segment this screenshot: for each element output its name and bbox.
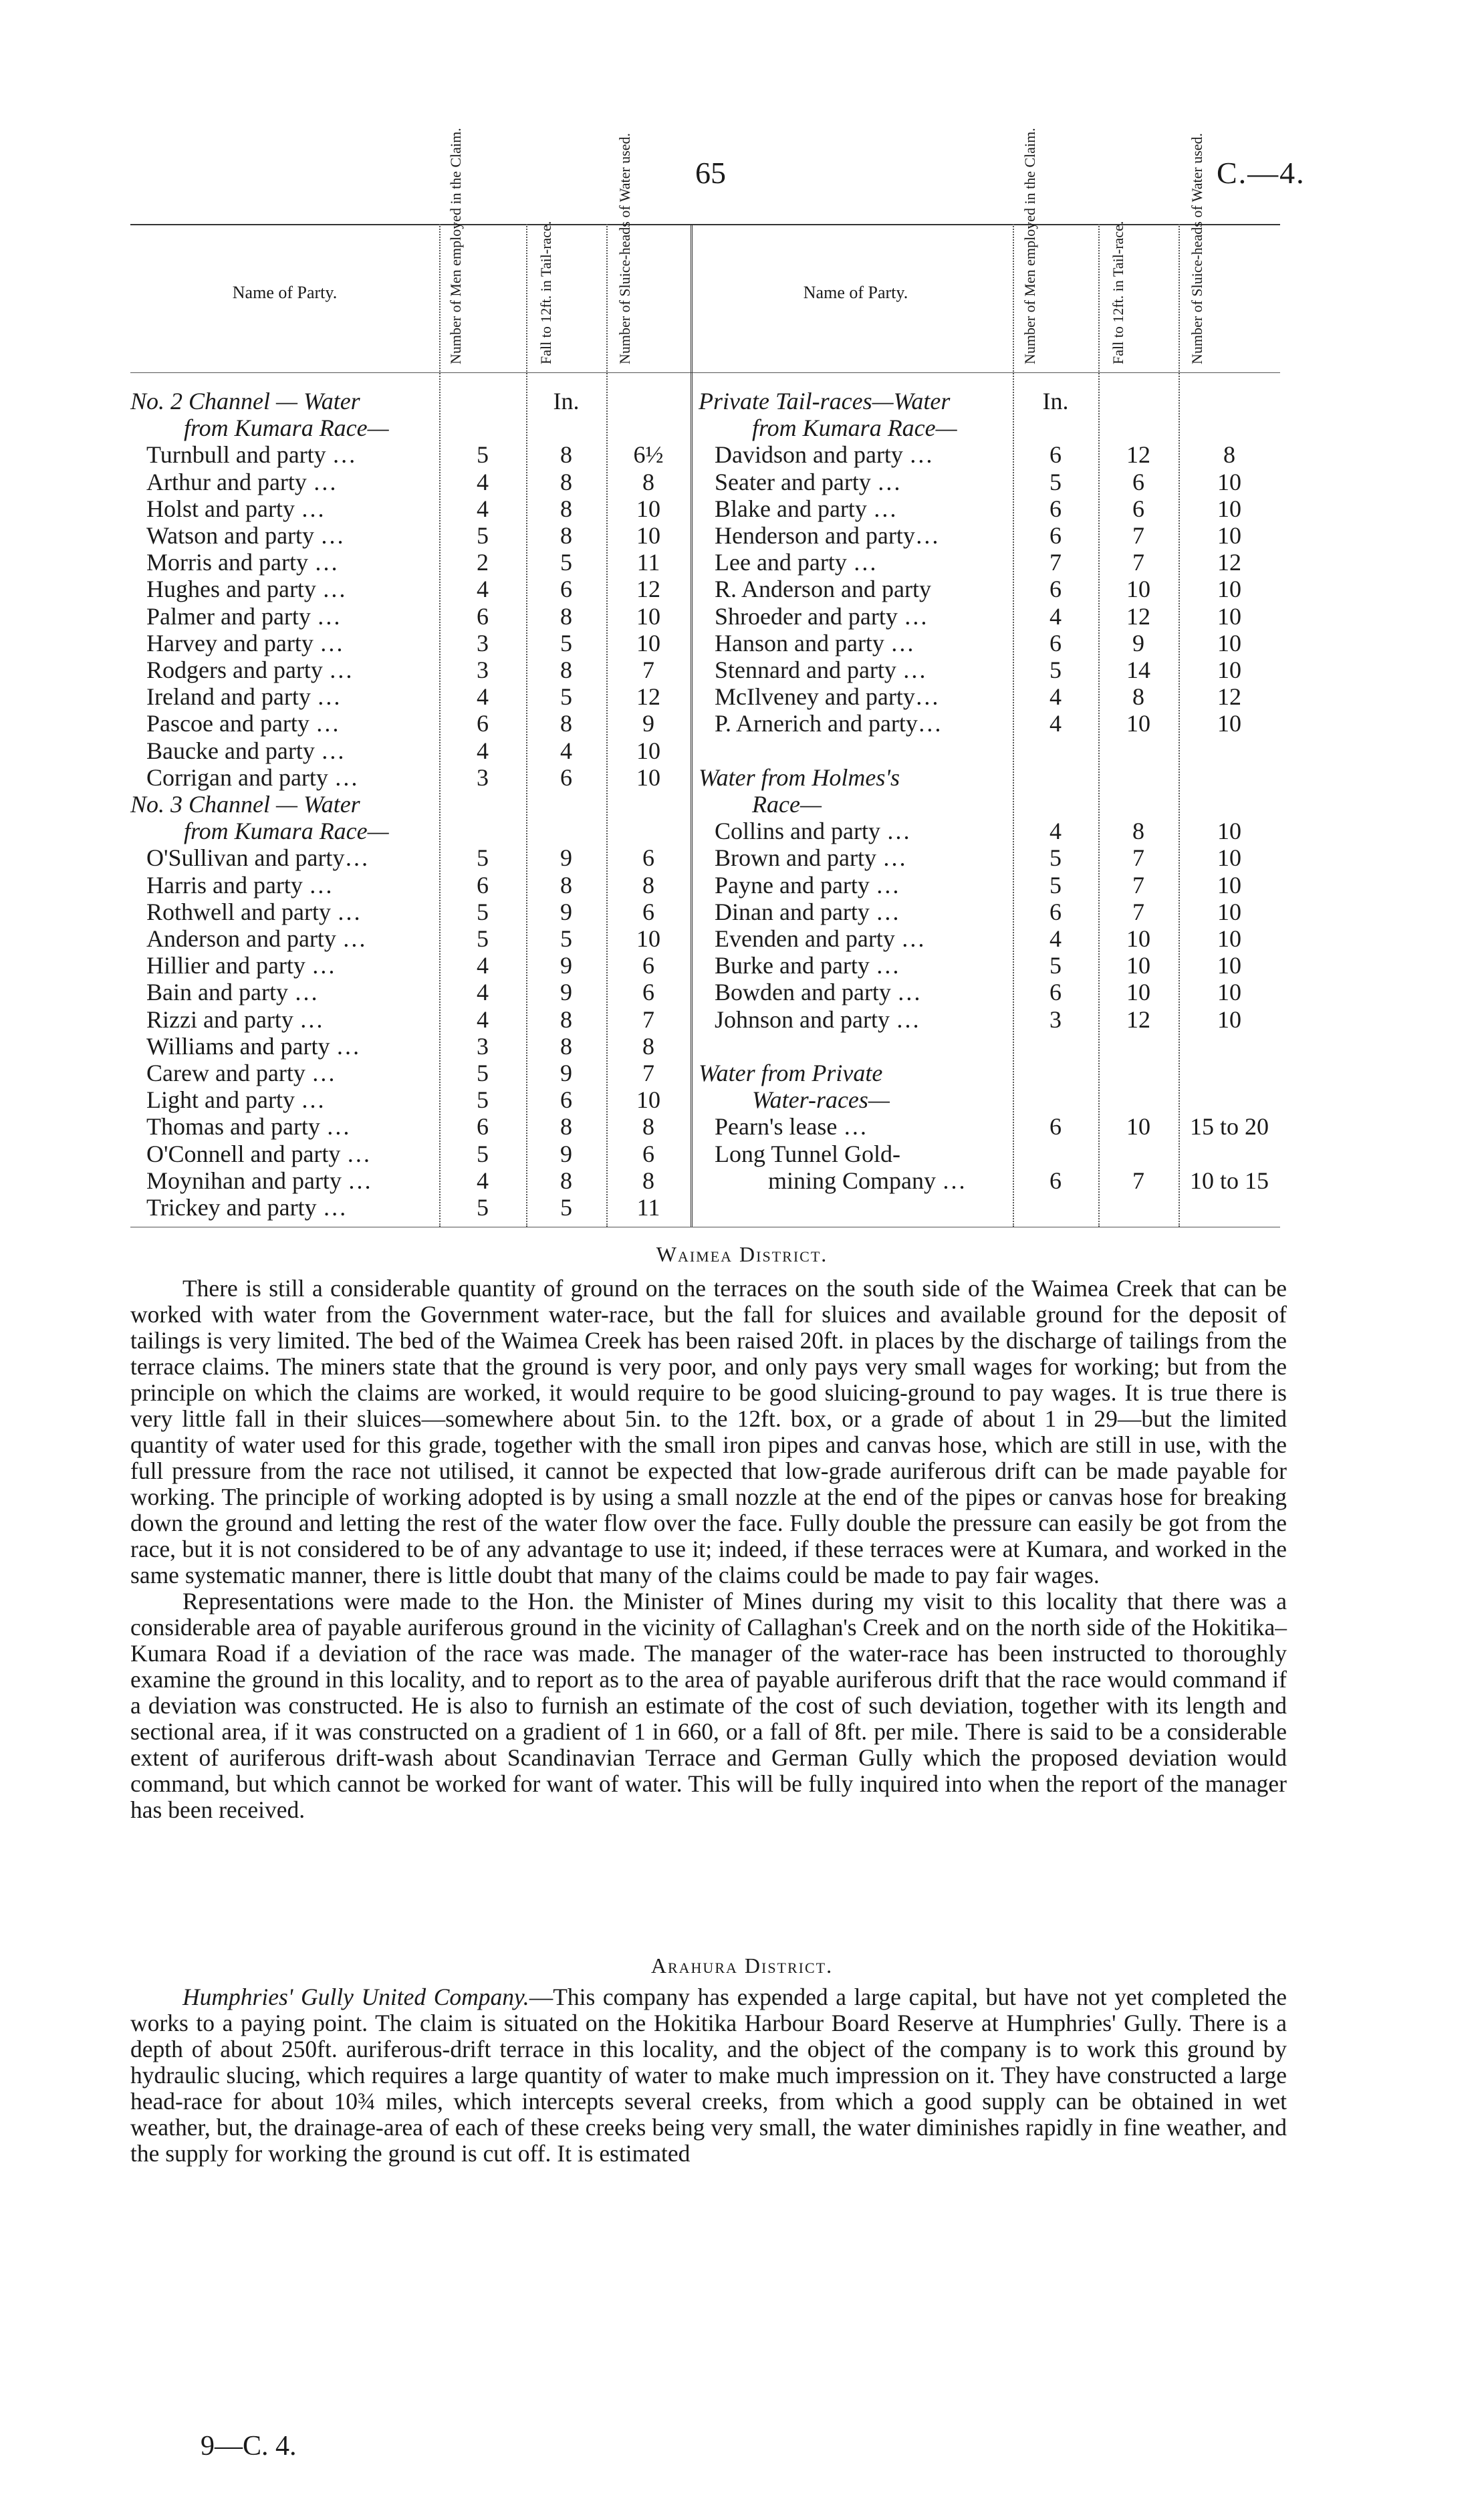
party-name: O'Sullivan and party… xyxy=(146,844,369,872)
cell-fall: 9 xyxy=(560,1140,572,1167)
cell-men: 3 xyxy=(477,763,489,791)
cell-men: 4 xyxy=(477,683,489,711)
cell-men: 6 xyxy=(477,1113,489,1141)
cell-heads: 6 xyxy=(642,844,654,872)
party-name: Pascoe and party … xyxy=(146,710,340,737)
cell-heads: 10 xyxy=(1217,979,1241,1006)
party-name: Hillier and party … xyxy=(146,952,336,979)
cell-fall: 10 xyxy=(1126,952,1150,979)
cell-fall: 8 xyxy=(560,1167,572,1194)
cell-fall: 8 xyxy=(1132,818,1144,845)
party-name: Thomas and party … xyxy=(146,1113,350,1141)
party-name: Turnbull and party … xyxy=(146,441,356,469)
header-heads-right: Number of Sluice-heads of Water used. xyxy=(1189,132,1205,364)
cell-heads: 10 xyxy=(1217,629,1241,657)
table-row xyxy=(699,657,1280,683)
table-row xyxy=(699,630,1280,657)
cell-heads: 6 xyxy=(642,898,654,925)
cell-fall: 8 xyxy=(560,441,572,469)
party-name: Collins and party … xyxy=(715,818,910,845)
party-name: Palmer and party … xyxy=(146,602,341,630)
cell-men: 3 xyxy=(477,657,489,683)
waimea-heading: Waimea District. xyxy=(656,1242,828,1266)
cell-heads: 10 xyxy=(636,737,660,764)
cell-fall: In. xyxy=(553,388,580,414)
party-name: R. Anderson and party xyxy=(715,576,931,603)
cell-men: 4 xyxy=(477,979,489,1006)
table-row xyxy=(699,388,1280,414)
cell-men: 5 xyxy=(477,1194,489,1221)
cell-fall: 6 xyxy=(1132,468,1144,495)
cell-men: 4 xyxy=(1049,818,1062,845)
party-name: Corrigan and party … xyxy=(146,763,358,791)
cell-heads: 11 xyxy=(636,1194,660,1221)
party-name: No. 2 Channel — Water xyxy=(130,388,360,414)
party-name: No. 3 Channel — Water xyxy=(130,791,360,818)
cell-heads: 7 xyxy=(642,1005,654,1033)
cell-fall: 10 xyxy=(1126,710,1150,737)
page-number: 65 xyxy=(695,156,726,190)
party-name: from Kumara Race— xyxy=(184,818,389,845)
party-name: Evenden and party … xyxy=(715,925,925,952)
table-row xyxy=(699,710,1280,737)
cell-heads: 10 xyxy=(1217,844,1241,872)
cell-heads: 8 xyxy=(642,468,654,495)
party-name: Brown and party … xyxy=(715,844,906,872)
arahura-paragraph-text: —This company has expended a large capital, but have not yet completed the works to a paying point. The claim is situated on the Hokitika Harbour Board Reserve at Humphries' Gully. There is a depth of about 250ft. auriferous-drift terrace in this locality, and the object of the company is to work this ground by hydraulic slucing, which requires a large quantity of water to make much impression on it. They have constructed a large head-race for about 10¾ miles, which intercepts several creeks, from which a good supply can be obtained in wet weather, but, the drainage-area of each of these creeks being very small, the water diminishes rapidly in fine weather, and the supply for working the ground is cut off. It is estimated xyxy=(130,1984,1287,2167)
table-row xyxy=(130,764,691,791)
cell-fall: 8 xyxy=(1132,683,1144,711)
table-row xyxy=(130,952,691,979)
table-row xyxy=(130,1033,691,1060)
table-row xyxy=(699,925,1280,952)
table-row xyxy=(699,1006,1280,1033)
table-row xyxy=(699,522,1280,549)
party-name: Water-races— xyxy=(752,1086,890,1114)
table-top-rule xyxy=(130,224,1280,225)
cell-men: 3 xyxy=(477,629,489,657)
party-name: McIlveney and party… xyxy=(715,683,939,711)
cell-fall: 12 xyxy=(1126,441,1150,469)
party-name: Shroeder and party … xyxy=(715,602,928,630)
cell-heads: 10 xyxy=(1217,1005,1241,1033)
cell-heads: 15 to 20 xyxy=(1189,1113,1269,1141)
cell-heads: 10 xyxy=(1217,468,1241,495)
cell-men: 5 xyxy=(1049,844,1062,872)
party-name: P. Arnerich and party… xyxy=(715,710,942,737)
cell-men: 7 xyxy=(1049,549,1062,576)
cell-fall: 6 xyxy=(560,763,572,791)
cell-heads: 8 xyxy=(1223,441,1235,469)
table-row xyxy=(130,630,691,657)
table-row xyxy=(699,818,1280,844)
cell-fall: 7 xyxy=(1132,871,1144,899)
header-fall-left: Fall to 12ft. in Tail-race. xyxy=(537,221,554,364)
table-row xyxy=(130,1113,691,1140)
cell-men: 2 xyxy=(477,549,489,576)
cell-fall: 10 xyxy=(1126,979,1150,1006)
table-row xyxy=(130,1086,691,1113)
cell-men: 6 xyxy=(1049,898,1062,925)
party-name: from Kumara Race— xyxy=(184,414,389,442)
table-row xyxy=(699,791,1280,818)
party-name: Race— xyxy=(752,791,822,818)
table-row xyxy=(699,899,1280,925)
waimea-paragraph-1: There is still a considerable quantity of ground on the terraces on the south side of the Waimea Creek that can be worked with water from the Government water-race, but the fall for sluices and available ground for the deposit of tailings is very limited. The bed of the Waimea Creek has been raised 20ft. in places by the discharge of tailings from the terrace claims. The miners state that the ground is very poor, and only pays very small wages for working; but from the principle on which the claims are worked, it would require to be good sluicing-ground to pay wages. It is true there is very little fall in their sluices—somewhere about 5in. to the 12ft. box, or a grade of about 1 in 29—but the limited quantity of water used for this grade, together with the small iron pipes and canvas hose, which are still in use, with the full pressure from the race not utilised, it cannot be expected that low-grade auriferous drift can be made payable for working. The principle of working adopted is by using a small nozzle at the end of the pipes or canvas hose for breaking down the ground and letting the rest of the water flow over the face. Fully double the pressure can easily be got from the race, but it is not considered to be of any advantage to use it; indeed, if these terraces were at Kumara, and worked in the same systematic manner, there is little doubt that many of the claims could be made to pay fair wages. xyxy=(130,1275,1287,1588)
table-row xyxy=(130,683,691,710)
table-row xyxy=(130,844,691,871)
party-name: Harvey and party … xyxy=(146,629,344,657)
cell-men: 4 xyxy=(477,1167,489,1194)
cell-fall: 9 xyxy=(560,979,572,1006)
party-name: Bain and party … xyxy=(146,979,318,1006)
cell-fall: 8 xyxy=(560,602,572,630)
party-name: Harris and party … xyxy=(146,871,333,899)
cell-fall: 6 xyxy=(560,1086,572,1114)
table-row xyxy=(130,791,691,818)
cell-heads: 10 xyxy=(1217,576,1241,603)
cell-fall: 7 xyxy=(1132,522,1144,549)
table-row xyxy=(130,522,691,549)
party-name: Bowden and party … xyxy=(715,979,921,1006)
party-name: Arthur and party … xyxy=(146,468,337,495)
cell-fall: 5 xyxy=(560,683,572,711)
cell-heads: 10 xyxy=(636,522,660,549)
cell-men: 4 xyxy=(1049,602,1062,630)
table-row xyxy=(130,925,691,952)
cell-heads: 8 xyxy=(642,1113,654,1141)
cell-heads: 10 xyxy=(1217,952,1241,979)
cell-fall: 9 xyxy=(1132,629,1144,657)
cell-men: 5 xyxy=(1049,871,1062,899)
party-name: Long Tunnel Gold- xyxy=(715,1140,901,1167)
cell-fall: 5 xyxy=(560,629,572,657)
header-fall-right: Fall to 12ft. in Tail-race. xyxy=(1110,221,1126,364)
party-name: Williams and party … xyxy=(146,1032,360,1060)
cell-fall: 8 xyxy=(560,710,572,737)
cell-men: 6 xyxy=(1049,1167,1062,1194)
cell-heads: 12 xyxy=(636,683,660,711)
cell-men: 4 xyxy=(1049,925,1062,952)
party-name: Moynihan and party … xyxy=(146,1167,372,1194)
cell-men: 5 xyxy=(477,844,489,872)
cell-fall: 8 xyxy=(560,1032,572,1060)
table-row xyxy=(699,979,1280,1005)
cell-men: 5 xyxy=(477,898,489,925)
cell-men: 5 xyxy=(477,1060,489,1086)
cell-fall: 8 xyxy=(560,657,572,683)
table-row xyxy=(130,495,691,522)
cell-fall: 9 xyxy=(560,1060,572,1086)
party-name: Rodgers and party … xyxy=(146,657,353,683)
table-row xyxy=(699,469,1280,495)
table-row xyxy=(699,1033,1280,1060)
party-name: Dinan and party … xyxy=(715,898,900,925)
table-row xyxy=(699,764,1280,791)
cell-fall: 4 xyxy=(560,737,572,764)
cell-heads: 10 xyxy=(636,763,660,791)
cell-heads: 7 xyxy=(642,1060,654,1086)
party-name: Davidson and party … xyxy=(715,441,933,469)
cell-fall: 10 xyxy=(1126,925,1150,952)
cell-heads: 6 xyxy=(642,979,654,1006)
cell-men: 5 xyxy=(1049,657,1062,683)
table-row xyxy=(130,603,691,630)
party-name: mining Company … xyxy=(768,1167,966,1194)
party-name: Morris and party … xyxy=(146,549,338,576)
cell-fall: 10 xyxy=(1126,576,1150,603)
cell-men: 4 xyxy=(1049,710,1062,737)
cell-men: 6 xyxy=(1049,495,1062,522)
party-name: Holst and party … xyxy=(146,495,325,522)
party-name: Water from Private xyxy=(699,1060,883,1086)
arahura-heading: Arahura District. xyxy=(650,1953,834,1978)
cell-heads: 12 xyxy=(636,576,660,603)
party-name: Rizzi and party … xyxy=(146,1005,324,1033)
cell-heads: 6 xyxy=(642,952,654,979)
table-row xyxy=(699,844,1280,871)
party-name: Hanson and party … xyxy=(715,629,914,657)
cell-heads: 10 xyxy=(1217,522,1241,549)
party-name: Johnson and party … xyxy=(715,1005,920,1033)
table-row xyxy=(130,899,691,925)
cell-fall: 7 xyxy=(1132,844,1144,872)
cell-men: 5 xyxy=(477,1086,489,1114)
cell-heads: 10 xyxy=(1217,602,1241,630)
cell-fall: 9 xyxy=(560,898,572,925)
table-row xyxy=(130,818,691,844)
cell-heads: 10 xyxy=(636,602,660,630)
cell-heads: 10 xyxy=(1217,871,1241,899)
party-name: Private Tail-races—Water xyxy=(699,388,951,414)
party-name: Burke and party … xyxy=(715,952,900,979)
cell-fall: 9 xyxy=(560,952,572,979)
table-row xyxy=(699,1060,1280,1086)
table-row xyxy=(699,441,1280,468)
cell-men: 4 xyxy=(477,1005,489,1033)
party-name: Blake and party … xyxy=(715,495,897,522)
table-row xyxy=(699,495,1280,522)
cell-heads: 10 xyxy=(1217,495,1241,522)
waimea-paragraph-2: Representations were made to the Hon. the Minister of Mines during my visit to this locality that there was a considerable area of payable auriferous ground in the vicinity of Callaghan's Creek and on the north side of the Hokitika–Kumara Road if a deviation of the race was made. The manager of the water-race has been instructed to thoroughly examine the ground in this locality, and to report as to the area of payable auriferous drift that the race would command if a deviation was constructed. He is also to furnish an estimate of the cost of such deviation, together with its length and sectional area, if it was constructed on a gradient of 1 in 660, or a fall of 8ft. per mile. There is said to be a considerable extent of auriferous drift-wash about Scandinavian Terrace and German Gully which the proposed deviation would command, but which cannot be worked for want of water. This will be fully inquired into when the report of the manager has been received. xyxy=(130,1588,1287,1823)
table-row xyxy=(130,388,691,414)
cell-fall: 7 xyxy=(1132,1167,1144,1194)
document-reference: C.—4. xyxy=(1217,156,1306,190)
table-row xyxy=(130,576,691,602)
table-row xyxy=(699,872,1280,899)
cell-heads: 10 xyxy=(636,1086,660,1114)
cell-fall: 6 xyxy=(1132,495,1144,522)
party-name: Baucke and party … xyxy=(146,737,345,764)
party-name: Hughes and party … xyxy=(146,576,346,603)
cell-men: 6 xyxy=(477,602,489,630)
cell-men: 6 xyxy=(1049,441,1062,469)
table-row xyxy=(130,1060,691,1086)
party-name: Rothwell and party … xyxy=(146,898,361,925)
cell-fall: 5 xyxy=(560,925,572,952)
cell-heads: 10 xyxy=(636,925,660,952)
party-name: O'Connell and party … xyxy=(146,1140,371,1167)
party-name: Payne and party … xyxy=(715,871,900,899)
cell-fall: 6 xyxy=(560,576,572,603)
cell-men: 4 xyxy=(477,737,489,764)
cell-men: 4 xyxy=(477,576,489,603)
cell-men: 5 xyxy=(477,441,489,469)
table-row xyxy=(130,979,691,1005)
cell-fall: 12 xyxy=(1126,602,1150,630)
waimea-section xyxy=(130,1276,1287,1823)
party-name: Water from Holmes's xyxy=(699,763,900,791)
cell-fall: 12 xyxy=(1126,1005,1150,1033)
table-row xyxy=(699,737,1280,764)
cell-heads: 10 xyxy=(1217,710,1241,737)
cell-men: 5 xyxy=(477,1140,489,1167)
cell-men: 3 xyxy=(1049,1005,1062,1033)
party-name: Anderson and party … xyxy=(146,925,366,952)
cell-fall: 5 xyxy=(560,1194,572,1221)
cell-men: 5 xyxy=(477,925,489,952)
cell-fall: 10 xyxy=(1126,1113,1150,1141)
cell-heads: 12 xyxy=(1217,683,1241,711)
party-name: from Kumara Race— xyxy=(752,414,957,442)
cell-men: 6 xyxy=(1049,522,1062,549)
table-row xyxy=(699,1141,1280,1167)
header-name-right: Name of Party. xyxy=(803,283,908,302)
cell-men: 4 xyxy=(477,952,489,979)
cell-heads: 9 xyxy=(642,710,654,737)
party-name: Ireland and party … xyxy=(146,683,341,711)
cell-heads: 10 to 15 xyxy=(1189,1167,1269,1194)
cell-heads: 11 xyxy=(636,549,660,576)
header-men-right: Number of Men employed in the Claim. xyxy=(1021,128,1038,364)
party-name: Watson and party … xyxy=(146,522,345,549)
cell-fall: 8 xyxy=(560,468,572,495)
cell-heads: 10 xyxy=(1217,898,1241,925)
cell-men: 6 xyxy=(1049,576,1062,603)
party-name: Henderson and party… xyxy=(715,522,939,549)
table-row xyxy=(699,1167,1280,1194)
party-name: Stennard and party … xyxy=(715,657,926,683)
table-row xyxy=(699,603,1280,630)
cell-fall: 7 xyxy=(1132,549,1144,576)
table-row xyxy=(130,657,691,683)
cell-heads: 10 xyxy=(1217,657,1241,683)
cell-fall: 14 xyxy=(1126,657,1150,683)
table-row xyxy=(130,469,691,495)
cell-fall: 8 xyxy=(560,495,572,522)
table-row xyxy=(130,1006,691,1033)
table-row xyxy=(130,441,691,468)
cell-heads: 6 xyxy=(642,1140,654,1167)
cell-men: 5 xyxy=(1049,952,1062,979)
table-row xyxy=(699,576,1280,602)
cell-fall: 8 xyxy=(560,1005,572,1033)
cell-men: 5 xyxy=(1049,468,1062,495)
cell-fall: 8 xyxy=(560,1113,572,1141)
cell-heads: 10 xyxy=(636,495,660,522)
table-row xyxy=(130,710,691,737)
cell-fall: 9 xyxy=(560,844,572,872)
cell-heads: 12 xyxy=(1217,549,1241,576)
cell-heads: 6½ xyxy=(633,441,664,469)
table-row xyxy=(130,872,691,899)
header-heads-left: Number of Sluice-heads of Water used. xyxy=(616,132,633,364)
party-name: Pearn's lease … xyxy=(715,1113,868,1141)
party-name: Light and party … xyxy=(146,1086,325,1114)
table-row xyxy=(130,1141,691,1167)
cell-heads: 7 xyxy=(642,657,654,683)
table-row xyxy=(130,1194,691,1221)
table-row xyxy=(699,414,1280,441)
party-name: Carew and party … xyxy=(146,1060,336,1086)
cell-heads: 8 xyxy=(642,1167,654,1194)
cell-men: 4 xyxy=(477,495,489,522)
cell-fall: 7 xyxy=(1132,898,1144,925)
cell-men: 6 xyxy=(1049,1113,1062,1141)
table-row xyxy=(130,414,691,441)
party-name: Lee and party … xyxy=(715,549,877,576)
cell-heads: 10 xyxy=(1217,925,1241,952)
cell-fall: 8 xyxy=(560,871,572,899)
table-row xyxy=(699,683,1280,710)
cell-men: 4 xyxy=(477,468,489,495)
cell-men: 4 xyxy=(1049,683,1062,711)
arahura-paragraph xyxy=(130,1984,1287,2167)
signature-mark: 9—C. 4. xyxy=(201,2431,297,2462)
table-row xyxy=(699,549,1280,576)
table-row xyxy=(699,1086,1280,1113)
cell-fall: 5 xyxy=(560,549,572,576)
cell-men: 6 xyxy=(477,710,489,737)
cell-men: 5 xyxy=(477,522,489,549)
party-name: Trickey and party … xyxy=(146,1194,347,1221)
cell-men: 3 xyxy=(477,1032,489,1060)
cell-heads: 10 xyxy=(1217,818,1241,845)
cell-heads: 8 xyxy=(642,871,654,899)
header-name-left: Name of Party. xyxy=(232,283,338,302)
cell-fall: 8 xyxy=(560,522,572,549)
company-name: Humphries' Gully United Company. xyxy=(182,1984,529,2010)
arahura-section xyxy=(130,1984,1287,2167)
cell-men: 6 xyxy=(477,871,489,899)
table-row xyxy=(130,1167,691,1194)
cell-men: 6 xyxy=(1049,629,1062,657)
column-group-divider xyxy=(691,224,693,1227)
cell-men: In. xyxy=(1042,388,1069,414)
header-men-left: Number of Men employed in the Claim. xyxy=(447,128,464,364)
cell-men: 6 xyxy=(1049,979,1062,1006)
table-row xyxy=(699,952,1280,979)
table-row xyxy=(130,549,691,576)
cell-heads: 8 xyxy=(642,1032,654,1060)
cell-heads: 10 xyxy=(636,629,660,657)
table-row xyxy=(130,737,691,764)
table-row xyxy=(699,1113,1280,1140)
table-header-rule xyxy=(130,372,1280,373)
party-name: Seater and party … xyxy=(715,468,901,495)
